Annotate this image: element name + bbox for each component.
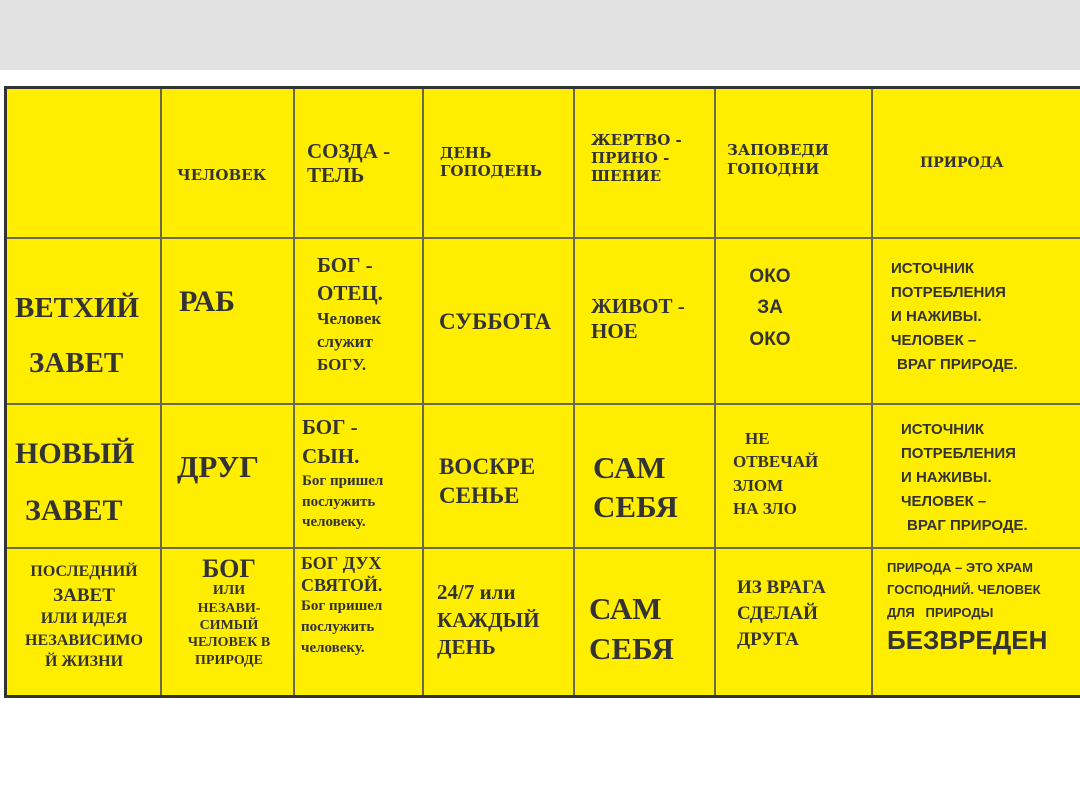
row-new-zapovedi-line: НЕ xyxy=(745,429,770,448)
top-bar xyxy=(0,0,1080,70)
header-priroda xyxy=(920,155,1004,171)
header-sozdatel xyxy=(307,139,390,187)
column-divider xyxy=(871,89,873,695)
row-new-chelovek xyxy=(177,449,259,485)
column-divider xyxy=(422,89,424,695)
row-old-zhertvo-line: ЖИВОТ - xyxy=(591,294,685,318)
row-old-priroda xyxy=(891,257,1018,377)
row-last-sozdatel-line: Бог пришел xyxy=(301,598,383,615)
row-last-priroda-line: БЕЗВРЕДЕН xyxy=(887,625,1048,656)
row-last-sozdatel-line: СВЯТОЙ. xyxy=(301,574,383,595)
row-old-sozdatel-line: Человек xyxy=(317,308,382,328)
row-old-priroda-line: ИСТОЧНИК xyxy=(891,260,975,277)
row-old-priroda-line: ВРАГ ПРИРОДЕ. xyxy=(897,356,1018,373)
row-last-title xyxy=(11,561,157,673)
header-priroda-text: ПРИРОДА xyxy=(920,155,1004,171)
row-last-priroda-line: ГОСПОДНИЙ. ЧЕЛОВЕК xyxy=(887,582,1041,598)
header-den-line: ГОПОДЕНЬ xyxy=(440,162,542,180)
row-new-den-line: ВОСКРЕ xyxy=(439,454,536,479)
row-last-title-line: ИЛИ ИДЕЯ xyxy=(40,610,128,628)
row-last-chelovek-line: СИМЫЙ xyxy=(199,618,259,634)
column-divider xyxy=(573,89,575,695)
row-old-title xyxy=(15,281,139,391)
row-last-chelovek-line: НЕЗАВИ- xyxy=(197,600,261,616)
row-last-chelovek xyxy=(167,555,291,669)
row-last-priroda-line: ДЛЯ ПРИРОДЫ xyxy=(887,604,994,620)
row-new-priroda-line: И НАЖИВЫ. xyxy=(901,469,992,486)
row-last-den-line: 24/7 или xyxy=(437,580,516,604)
column-divider xyxy=(160,89,162,695)
row-new-zhertvo-line: СЕБЯ xyxy=(593,488,678,524)
row-old-title-line: ЗАВЕТ xyxy=(29,347,124,380)
row-new-priroda-line: ЧЕЛОВЕК – xyxy=(901,493,987,510)
row-old-chelovek xyxy=(179,285,235,320)
row-new-sozdatel-line: человеку. xyxy=(302,514,366,531)
header-chelovek-text: ЧЕЛОВЕК xyxy=(177,166,267,184)
column-divider xyxy=(293,89,295,695)
row-old-zapovedi-line: ОКО xyxy=(749,266,791,287)
row-old-title-line: ВЕТХИЙ xyxy=(15,292,140,324)
row-new-den xyxy=(439,453,535,511)
row-old-sozdatel-line: БОГУ. xyxy=(317,354,367,374)
row-old-zapovedi xyxy=(740,261,800,355)
row-old-zapovedi-line: ОКО xyxy=(749,328,791,350)
row-old-chelovek-text: РАБ xyxy=(179,285,235,318)
row-new-priroda-line: ВРАГ ПРИРОДЕ. xyxy=(907,517,1028,534)
row-last-zhertvo-line: СЕБЯ xyxy=(589,631,674,667)
header-sozdatel-line: СОЗДА - xyxy=(307,139,391,163)
row-last-priroda-line: ПРИРОДА – ЭТО ХРАМ xyxy=(887,560,1033,575)
row-last-chelovek-line: ПРИРОДЕ xyxy=(195,652,263,668)
row-new-priroda xyxy=(901,418,1028,538)
row-last-title-line: ЗАВЕТ xyxy=(53,584,115,606)
row-new-title-line: ЗАВЕТ xyxy=(25,494,123,527)
row-new-sozdatel xyxy=(302,413,383,533)
row-old-sozdatel-line: БОГ - xyxy=(317,253,373,277)
row-new-zhertvo-line: САМ xyxy=(593,450,666,485)
row-last-zapovedi-line: СДЕЛАЙ xyxy=(737,603,818,625)
row-old-sozdatel xyxy=(317,251,383,377)
row-new-zapovedi-line: ОТВЕЧАЙ xyxy=(733,452,819,472)
row-old-zapovedi-line: ЗА xyxy=(757,297,783,319)
row-new-title xyxy=(15,425,134,539)
row-last-zhertvo xyxy=(589,589,674,670)
row-last-chelovek-line: ИЛИ xyxy=(212,583,246,599)
row-new-den-line: СЕНЬЕ xyxy=(439,482,520,508)
row-old-zhertvo xyxy=(591,294,685,344)
header-zhertvo-line: ЖЕРТВО - xyxy=(591,131,682,149)
row-last-den xyxy=(437,579,540,662)
row-new-zapovedi-line: НА ЗЛО xyxy=(733,499,797,519)
column-divider xyxy=(714,89,716,695)
row-last-zhertvo-line: САМ xyxy=(589,591,662,626)
row-new-chelovek-text: ДРУГ xyxy=(177,449,259,484)
row-new-zhertvo xyxy=(593,449,678,527)
row-divider xyxy=(7,237,1080,239)
row-last-title-line: Й ЖИЗНИ xyxy=(44,653,124,671)
row-last-chelovek-line: ЧЕЛОВЕК В xyxy=(187,635,271,651)
row-last-zapovedi-line: ДРУГА xyxy=(737,629,799,651)
row-last-den-line: КАЖДЫЙ xyxy=(437,607,540,632)
row-old-priroda-line: ПОТРЕБЛЕНИЯ xyxy=(891,284,1006,301)
row-new-priroda-line: ИСТОЧНИК xyxy=(901,421,985,438)
row-new-title-line: НОВЫЙ xyxy=(15,437,135,470)
row-old-den xyxy=(439,309,551,335)
row-new-priroda-line: ПОТРЕБЛЕНИЯ xyxy=(901,445,1016,462)
row-new-sozdatel-line: Бог пришел xyxy=(302,472,384,489)
header-zhertvo-line: ШЕНИЕ xyxy=(591,167,662,185)
row-last-den-line: ДЕНЬ xyxy=(437,635,496,660)
row-last-zapovedi-line: ИЗ ВРАГА xyxy=(737,577,826,598)
row-last-chelovek-line: БОГ xyxy=(202,554,256,583)
row-last-zapovedi xyxy=(737,575,826,654)
row-last-sozdatel-line: БОГ ДУХ xyxy=(301,553,382,573)
row-new-sozdatel-line: послужить xyxy=(302,493,376,510)
row-old-sozdatel-line: служит xyxy=(317,331,373,351)
row-old-priroda-line: ЧЕЛОВЕК – xyxy=(891,332,977,349)
header-zapovedi xyxy=(727,141,829,179)
row-old-den-text: СУББОТА xyxy=(439,309,552,334)
row-divider xyxy=(7,403,1080,405)
row-old-zhertvo-line: НОЕ xyxy=(591,319,638,344)
header-den-line: ДЕНЬ xyxy=(440,144,492,162)
row-new-zapovedi xyxy=(733,427,818,521)
header-zhertvo xyxy=(591,131,682,185)
row-last-sozdatel xyxy=(301,553,382,659)
row-last-sozdatel-line: послужить xyxy=(301,619,375,636)
row-last-title-line: НЕЗАВИСИМО xyxy=(25,631,143,649)
row-last-sozdatel-line: человеку. xyxy=(301,640,365,657)
row-divider xyxy=(7,547,1080,549)
row-old-priroda-line: И НАЖИВЫ. xyxy=(891,308,982,325)
row-new-sozdatel-line: БОГ - xyxy=(302,415,358,439)
row-new-zapovedi-line: ЗЛОМ xyxy=(733,475,784,495)
header-zapovedi-line: ЗАПОВЕДИ xyxy=(727,141,829,159)
header-den xyxy=(440,144,542,180)
header-zhertvo-line: ПРИНО - xyxy=(591,149,670,167)
row-old-sozdatel-line: ОТЕЦ. xyxy=(317,281,383,306)
header-sozdatel-line: ТЕЛЬ xyxy=(307,163,365,188)
header-zapovedi-line: ГОПОДНИ xyxy=(727,159,820,178)
row-new-sozdatel-line: СЫН. xyxy=(302,443,360,468)
header-chelovek xyxy=(177,167,266,184)
row-last-title-line: ПОСЛЕДНИЙ xyxy=(30,563,138,580)
row-last-priroda xyxy=(887,557,1047,657)
covenant-table xyxy=(4,86,1080,698)
